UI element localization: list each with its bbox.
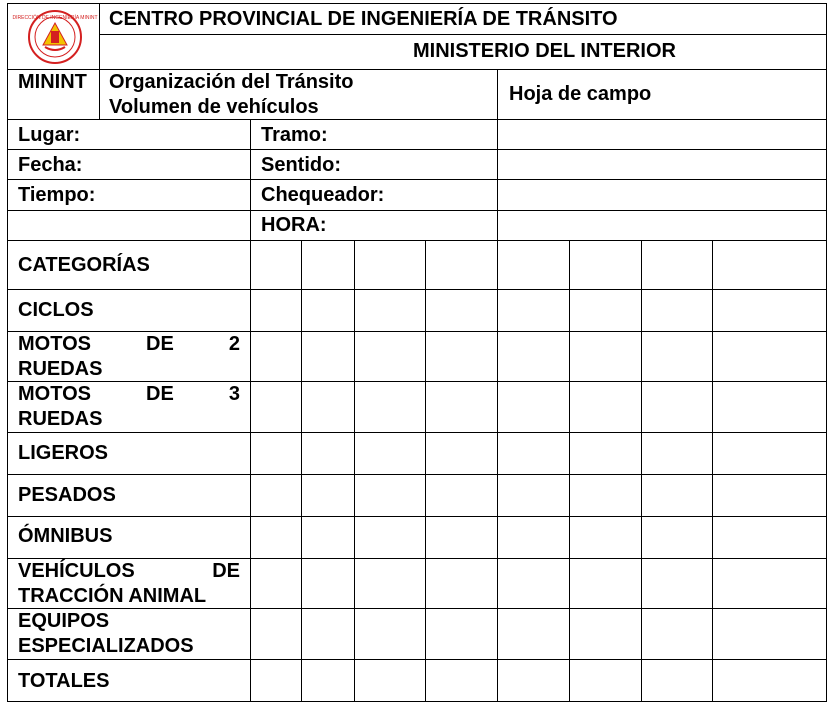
tramo-label: Tramo: xyxy=(261,124,328,146)
tiempo-label: Tiempo: xyxy=(18,184,96,206)
cat-pesados: PESADOS xyxy=(18,484,116,506)
grid-row-4 xyxy=(7,432,827,433)
cat-omnibus: ÓMNIBUS xyxy=(18,525,113,547)
traccion-line2: TRACCIÓN ANIMAL xyxy=(18,585,207,607)
org-divider-1 xyxy=(99,69,100,120)
field-col-line-2 xyxy=(497,119,498,241)
grid-col-2 xyxy=(354,240,355,702)
motos3-word-a: MOTOS xyxy=(18,383,91,405)
mininit-logo xyxy=(12,9,98,65)
equipos-line2: ESPECIALIZADOS xyxy=(18,635,194,657)
grid-col-4 xyxy=(497,240,498,702)
traccion-word-b: DE xyxy=(212,560,240,582)
sentido-label: Sentido: xyxy=(261,154,341,176)
field-row-line-1 xyxy=(7,149,827,150)
grid-col-0 xyxy=(250,240,251,702)
field-row-line-2 xyxy=(7,179,827,180)
grid-row-1 xyxy=(7,289,827,290)
org-line-2: Volumen de vehículos xyxy=(109,96,319,118)
logo-text: DIRECCIÓN DE INGENIERÍA MININT xyxy=(12,15,98,21)
cat-motos-2-line1 xyxy=(18,332,240,357)
field-row-line-3 xyxy=(7,210,827,211)
motos2-word-c: 2 xyxy=(228,333,240,355)
field-col-line-1 xyxy=(250,119,251,241)
categorias-header: CATEGORÍAS xyxy=(18,254,150,276)
header-mid-divider xyxy=(99,34,827,35)
motos2-word-b: DE xyxy=(146,333,174,355)
equipos-line1: EQUIPOS xyxy=(18,610,110,632)
cat-ligeros: LIGEROS xyxy=(18,442,109,464)
grid-col-7 xyxy=(712,240,713,702)
fields-block xyxy=(7,119,827,241)
org-divider-2 xyxy=(497,69,498,120)
grid-row-9 xyxy=(7,659,827,660)
header-logo-divider xyxy=(99,3,100,70)
grid-col-5 xyxy=(569,240,570,702)
motos3-line2: RUEDAS xyxy=(18,408,103,430)
cat-equipos xyxy=(18,609,194,659)
org-line-1: Organización del Tránsito xyxy=(109,71,354,93)
chequeador-label: Chequeador: xyxy=(261,184,385,206)
cat-motos-2 xyxy=(18,332,240,382)
grid-col-1 xyxy=(301,240,302,702)
motos3-word-c: 3 xyxy=(228,383,240,405)
center-title: CENTRO PROVINCIAL DE INGENIERÍA DE TRÁNSITO xyxy=(109,8,618,30)
motos2-word-a: MOTOS xyxy=(18,333,91,355)
minint-label: MININT xyxy=(18,71,87,93)
ministry-title: MINISTERIO DEL INTERIOR xyxy=(413,40,676,62)
hora-label: HORA: xyxy=(261,214,327,236)
cat-motos-3-line1 xyxy=(18,382,240,407)
sheet-type: Hoja de campo xyxy=(509,83,652,105)
cat-ciclos: CICLOS xyxy=(18,299,94,321)
cat-motos-3 xyxy=(18,382,240,432)
cat-traccion-line1 xyxy=(18,559,240,584)
fecha-label: Fecha: xyxy=(18,154,83,176)
lugar-label: Lugar: xyxy=(18,124,81,146)
grid-row-6 xyxy=(7,516,827,517)
grid-row-5 xyxy=(7,474,827,475)
traccion-word-a: VEHÍCULOS xyxy=(18,560,135,582)
grid-col-6 xyxy=(641,240,642,702)
motos3-word-b: DE xyxy=(146,383,174,405)
grid-col-3 xyxy=(425,240,426,702)
cat-traccion-animal xyxy=(18,559,240,609)
cat-totales: TOTALES xyxy=(18,670,110,692)
motos2-line2: RUEDAS xyxy=(18,358,103,380)
